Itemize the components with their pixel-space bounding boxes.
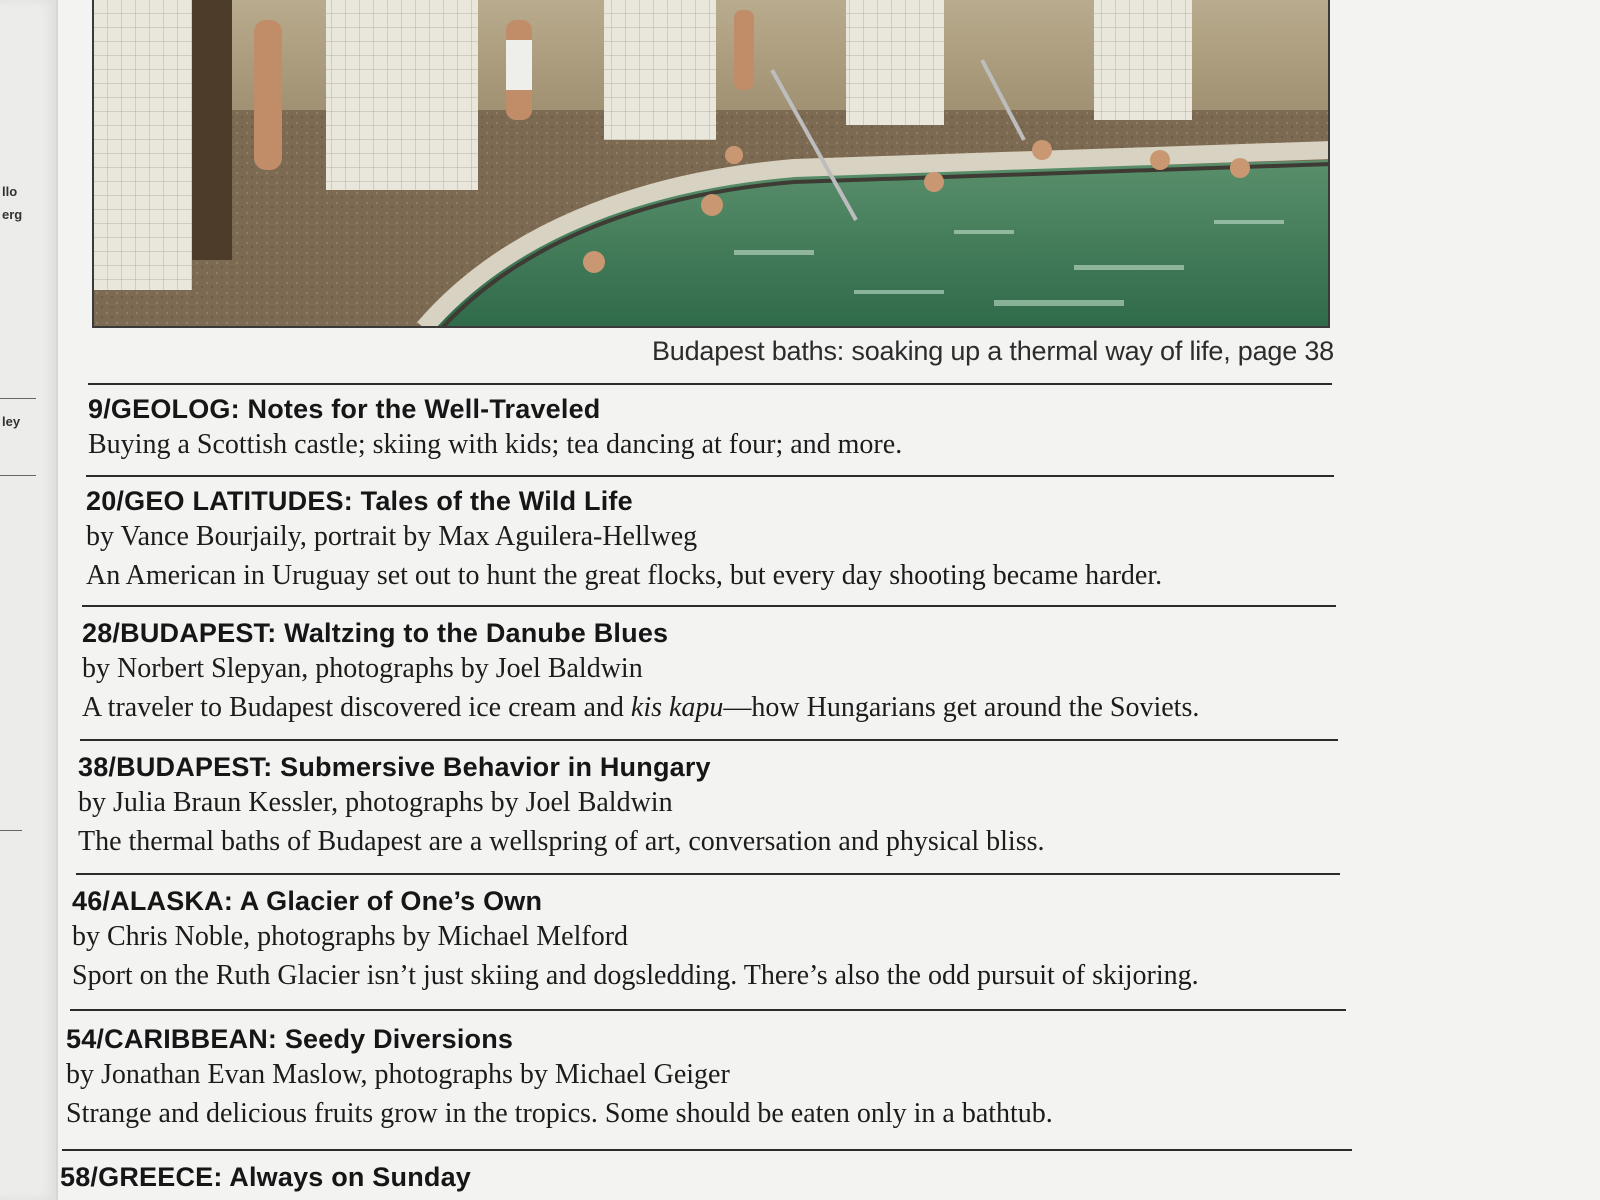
entry-byline: by Julia Braun Kessler, photographs by Joel Baldwin xyxy=(78,787,673,818)
entry-heading: 20/GEO LATITUDES: Tales of the Wild Life xyxy=(86,486,633,516)
section-divider xyxy=(62,1149,1352,1151)
toc-entry xyxy=(66,1023,1053,1133)
entry-byline: by Norbert Slepyan, photographs by Joel Baldwin xyxy=(82,653,643,684)
entry-heading: 38/BUDAPEST: Submersive Behavior in Hungary xyxy=(78,752,711,782)
toc-entry xyxy=(86,485,1162,595)
left-page-rule xyxy=(0,830,22,831)
entry-heading: 28/BUDAPEST: Waltzing to the Danube Blues xyxy=(82,618,669,648)
left-page-rule xyxy=(0,398,36,399)
entry-heading: 58/GREECE: Always on Sunday xyxy=(60,1162,472,1192)
left-page-fragment: erg xyxy=(2,207,23,222)
toc-entry xyxy=(82,617,1199,727)
left-page-rule xyxy=(0,475,36,476)
previous-page-edge xyxy=(0,0,58,1200)
entry-description xyxy=(82,688,1199,727)
entry-heading: 46/ALASKA: A Glacier of One’s Own xyxy=(72,886,543,916)
section-divider xyxy=(80,739,1338,741)
left-page-fragment: llo xyxy=(2,184,18,199)
section-divider xyxy=(88,383,1332,385)
left-page-fragment: ley xyxy=(2,414,21,429)
budapest-baths-photo xyxy=(92,0,1330,328)
entry-description: Strange and delicious fruits grow in the tropics. Some should be eaten only in a bathtub. xyxy=(66,1098,1053,1129)
entry-description: The thermal baths of Budapest are a wellspring of art, conversation and physical bliss. xyxy=(78,826,1045,857)
entry-heading: 54/CARIBBEAN: Seedy Diversions xyxy=(66,1024,514,1054)
entry-description: Sport on the Ruth Glacier isn’t just skiing and dogsledding. There’s also the odd pursuit of skijoring. xyxy=(72,960,1199,991)
toc-entry xyxy=(88,393,902,464)
entry-description: An American in Uruguay set out to hunt the great flocks, but every day shooting became harder. xyxy=(86,560,1163,591)
section-divider xyxy=(70,1009,1346,1011)
toc-entry xyxy=(72,885,1199,995)
section-divider xyxy=(76,873,1340,875)
entry-description-text: —how Hungarians get around the Soviets. xyxy=(723,692,1200,723)
section-divider xyxy=(82,605,1336,607)
section-divider xyxy=(86,475,1334,477)
entry-byline: by Chris Noble, photographs by Michael Melford xyxy=(72,921,629,952)
toc-entry xyxy=(78,751,1045,861)
entry-heading: 9/GEOLOG: Notes for the Well-Traveled xyxy=(88,394,601,424)
entry-description-text: A traveler to Budapest discovered ice cream and xyxy=(82,692,631,723)
toc-entry xyxy=(60,1161,471,1193)
entry-byline: by Jonathan Evan Maslow, photographs by Michael Geiger xyxy=(66,1059,730,1090)
photo-caption: Budapest baths: soaking up a thermal way of life, page 38 xyxy=(651,336,1334,366)
entry-description-italic: kis kapu xyxy=(630,692,724,723)
entry-description: Buying a Scottish castle; skiing with kids; tea dancing at four; and more. xyxy=(88,429,903,460)
entry-byline: by Vance Bourjaily, portrait by Max Aguilera-Hellweg xyxy=(86,521,698,552)
